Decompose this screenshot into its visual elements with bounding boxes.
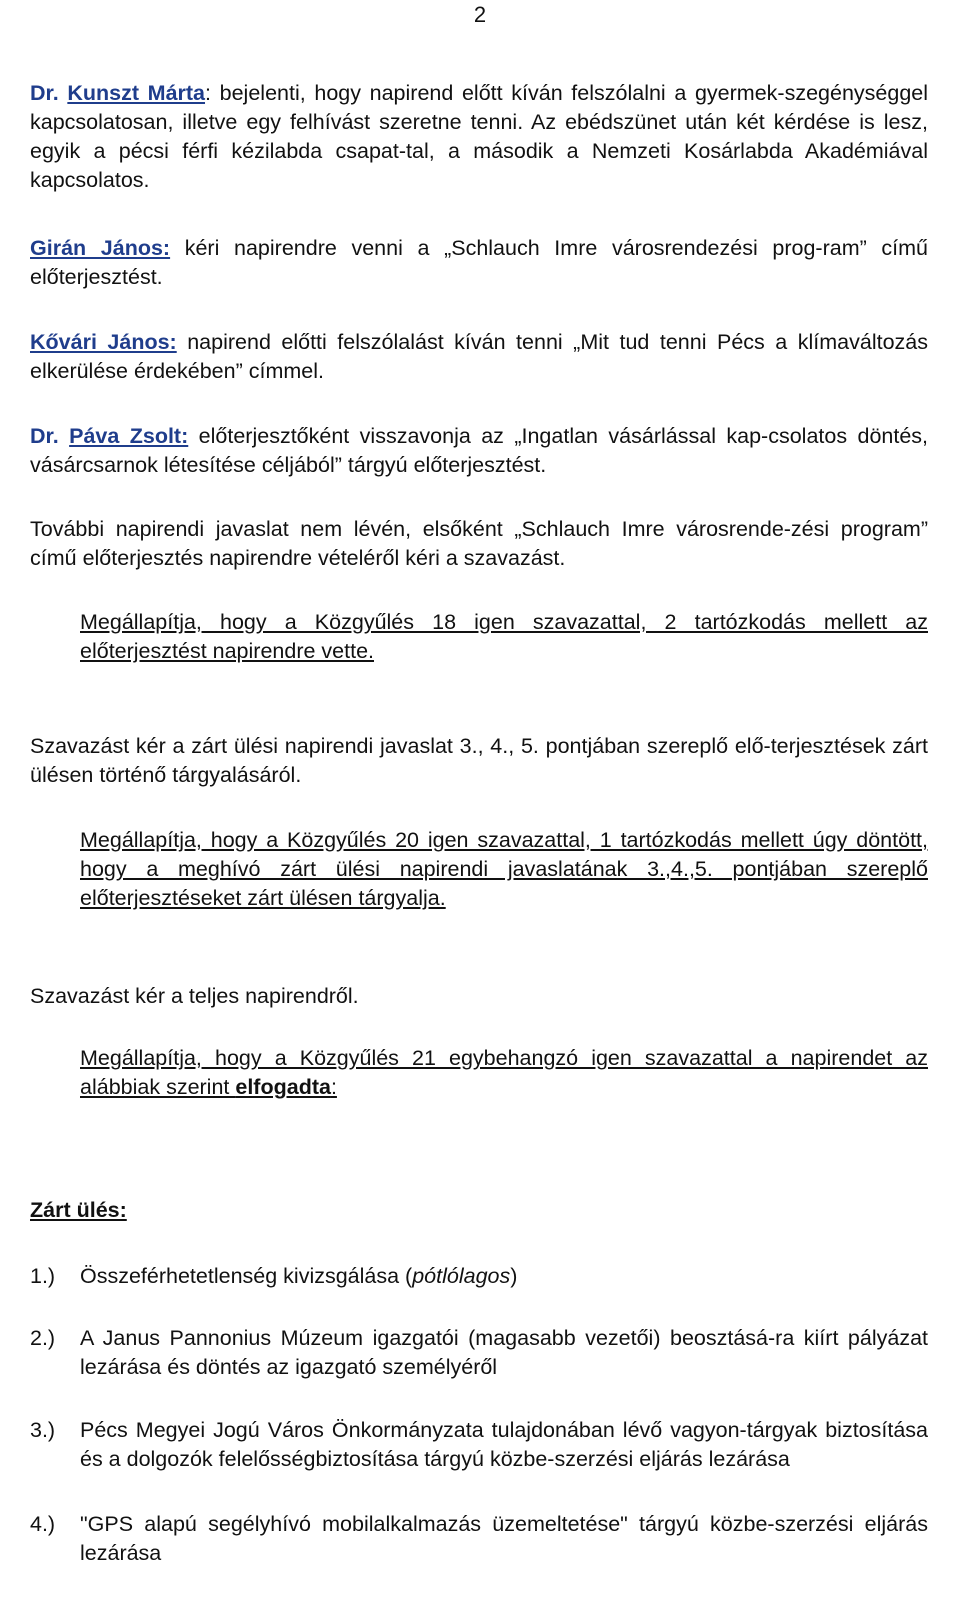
speaker-prefix: Dr. — [30, 424, 70, 448]
page-number: 2 — [473, 2, 487, 27]
speaker-name: Kővári János: — [30, 330, 177, 354]
paragraph-pava — [30, 422, 928, 480]
speaker-name: Girán János: — [30, 236, 171, 260]
paragraph-text: előterjesztőként visszavonja az „Ingatlan vásárlással kap-csolatos döntés, vásárcsarnok létesítése céljából” tárgyú előterjesztést. — [30, 424, 929, 477]
closed-session-heading: Zárt ülés: — [30, 1198, 127, 1222]
paragraph-text: : bejelenti, hogy napirend előtt kíván felszólalni a gyermek-szegénységgel kapcsolatosan, illetve egy felhívást szeretne tenni. Az ebédszünet után két kérdése is lesz, egyik a pécsi férfi kézilabda csapat-tal, a második a Nemzeti Kosárlabda Akadémiával kapcsolatos. — [30, 81, 929, 192]
agenda-item-italic: pótlólagos — [412, 1264, 511, 1288]
agenda-item-number: 1.) — [30, 1264, 56, 1288]
paragraph-text: napirend előtti felszólalást kíván tenni „Mit tud tenni Pécs a klímaváltozás elkerülése érdekében” címmel. — [30, 330, 928, 383]
speaker-name: Páva Zsolt: — [69, 424, 189, 448]
paragraph-giran — [30, 234, 928, 292]
paragraph-text: kéri napirendre venni a „Schlauch Imre városrendezési prog-ram” című előterjesztést. — [30, 236, 928, 289]
agenda-item-text: A Janus Pannonius Múzeum igazgatói (magasabb vezetői) beosztásá-ra kiírt pályázat lezárása és döntés az igazgató személyéről — [80, 1326, 928, 1379]
resolution-end: : — [330, 1075, 337, 1099]
agenda-item-number: 4.) — [30, 1512, 56, 1536]
resolution-bold: elfogadta — [235, 1075, 331, 1099]
agenda-item-number: 2.) — [30, 1326, 56, 1350]
paragraph-vote-request-2: Szavazást kér a zárt ülési napirendi javaslat 3., 4., 5. pontjában szereplő elő-terjesztések zárt ülésen történő tárgyalásáról. — [30, 734, 928, 787]
paragraph-vote-request-3: Szavazást kér a teljes napirendről. — [30, 984, 359, 1008]
resolution-3 — [80, 1044, 928, 1102]
resolution-1: Megállapítja, hogy a Közgyűlés 18 igen szavazattal, 2 tartózkodás mellett az előterjesztést napirendre vette. — [80, 610, 928, 663]
paragraph-kovari — [30, 328, 928, 386]
resolution-text: Megállapítja, hogy a Közgyűlés 21 egybehangzó igen szavazattal a napirendet az alábbiak szerint — [80, 1046, 928, 1099]
resolution-2: Megállapítja, hogy a Közgyűlés 20 igen szavazattal, 1 tartózkodás mellett úgy döntött, hogy a meghívó zárt ülési napirendi javaslatának 3.,4.,5. pontjában szereplő előterjesztéseket zárt ülésen tárgyalja. — [80, 828, 928, 910]
agenda-item-title: Összeférhetetlenség kivizsgálása ( — [80, 1264, 413, 1288]
speaker-prefix: Dr. — [30, 81, 68, 105]
agenda-item-text: "GPS alapú segélyhívó mobilalkalmazás üzemeltetése" tárgyú közbe-szerzési eljárás lezárása — [80, 1512, 928, 1565]
agenda-item-text: Pécs Megyei Jogú Város Önkormányzata tulajdonában lévő vagyon-tárgyak biztosítása és a dolgozók felelősségbiztosítása tárgyú közbe-szerzési eljárás lezárása — [80, 1418, 928, 1471]
agenda-item-text — [80, 1262, 928, 1291]
agenda-item-number: 3.) — [30, 1418, 56, 1442]
agenda-item-end: ) — [510, 1264, 518, 1288]
paragraph-vote-request-1: További napirendi javaslat nem lévén, elsőként „Schlauch Imre városrende-zési program” című előterjesztés napirendre vételéről kéri a szavazást. — [30, 517, 928, 570]
speaker-name: Kunszt Márta — [67, 81, 206, 105]
paragraph-kunszt — [30, 79, 928, 195]
